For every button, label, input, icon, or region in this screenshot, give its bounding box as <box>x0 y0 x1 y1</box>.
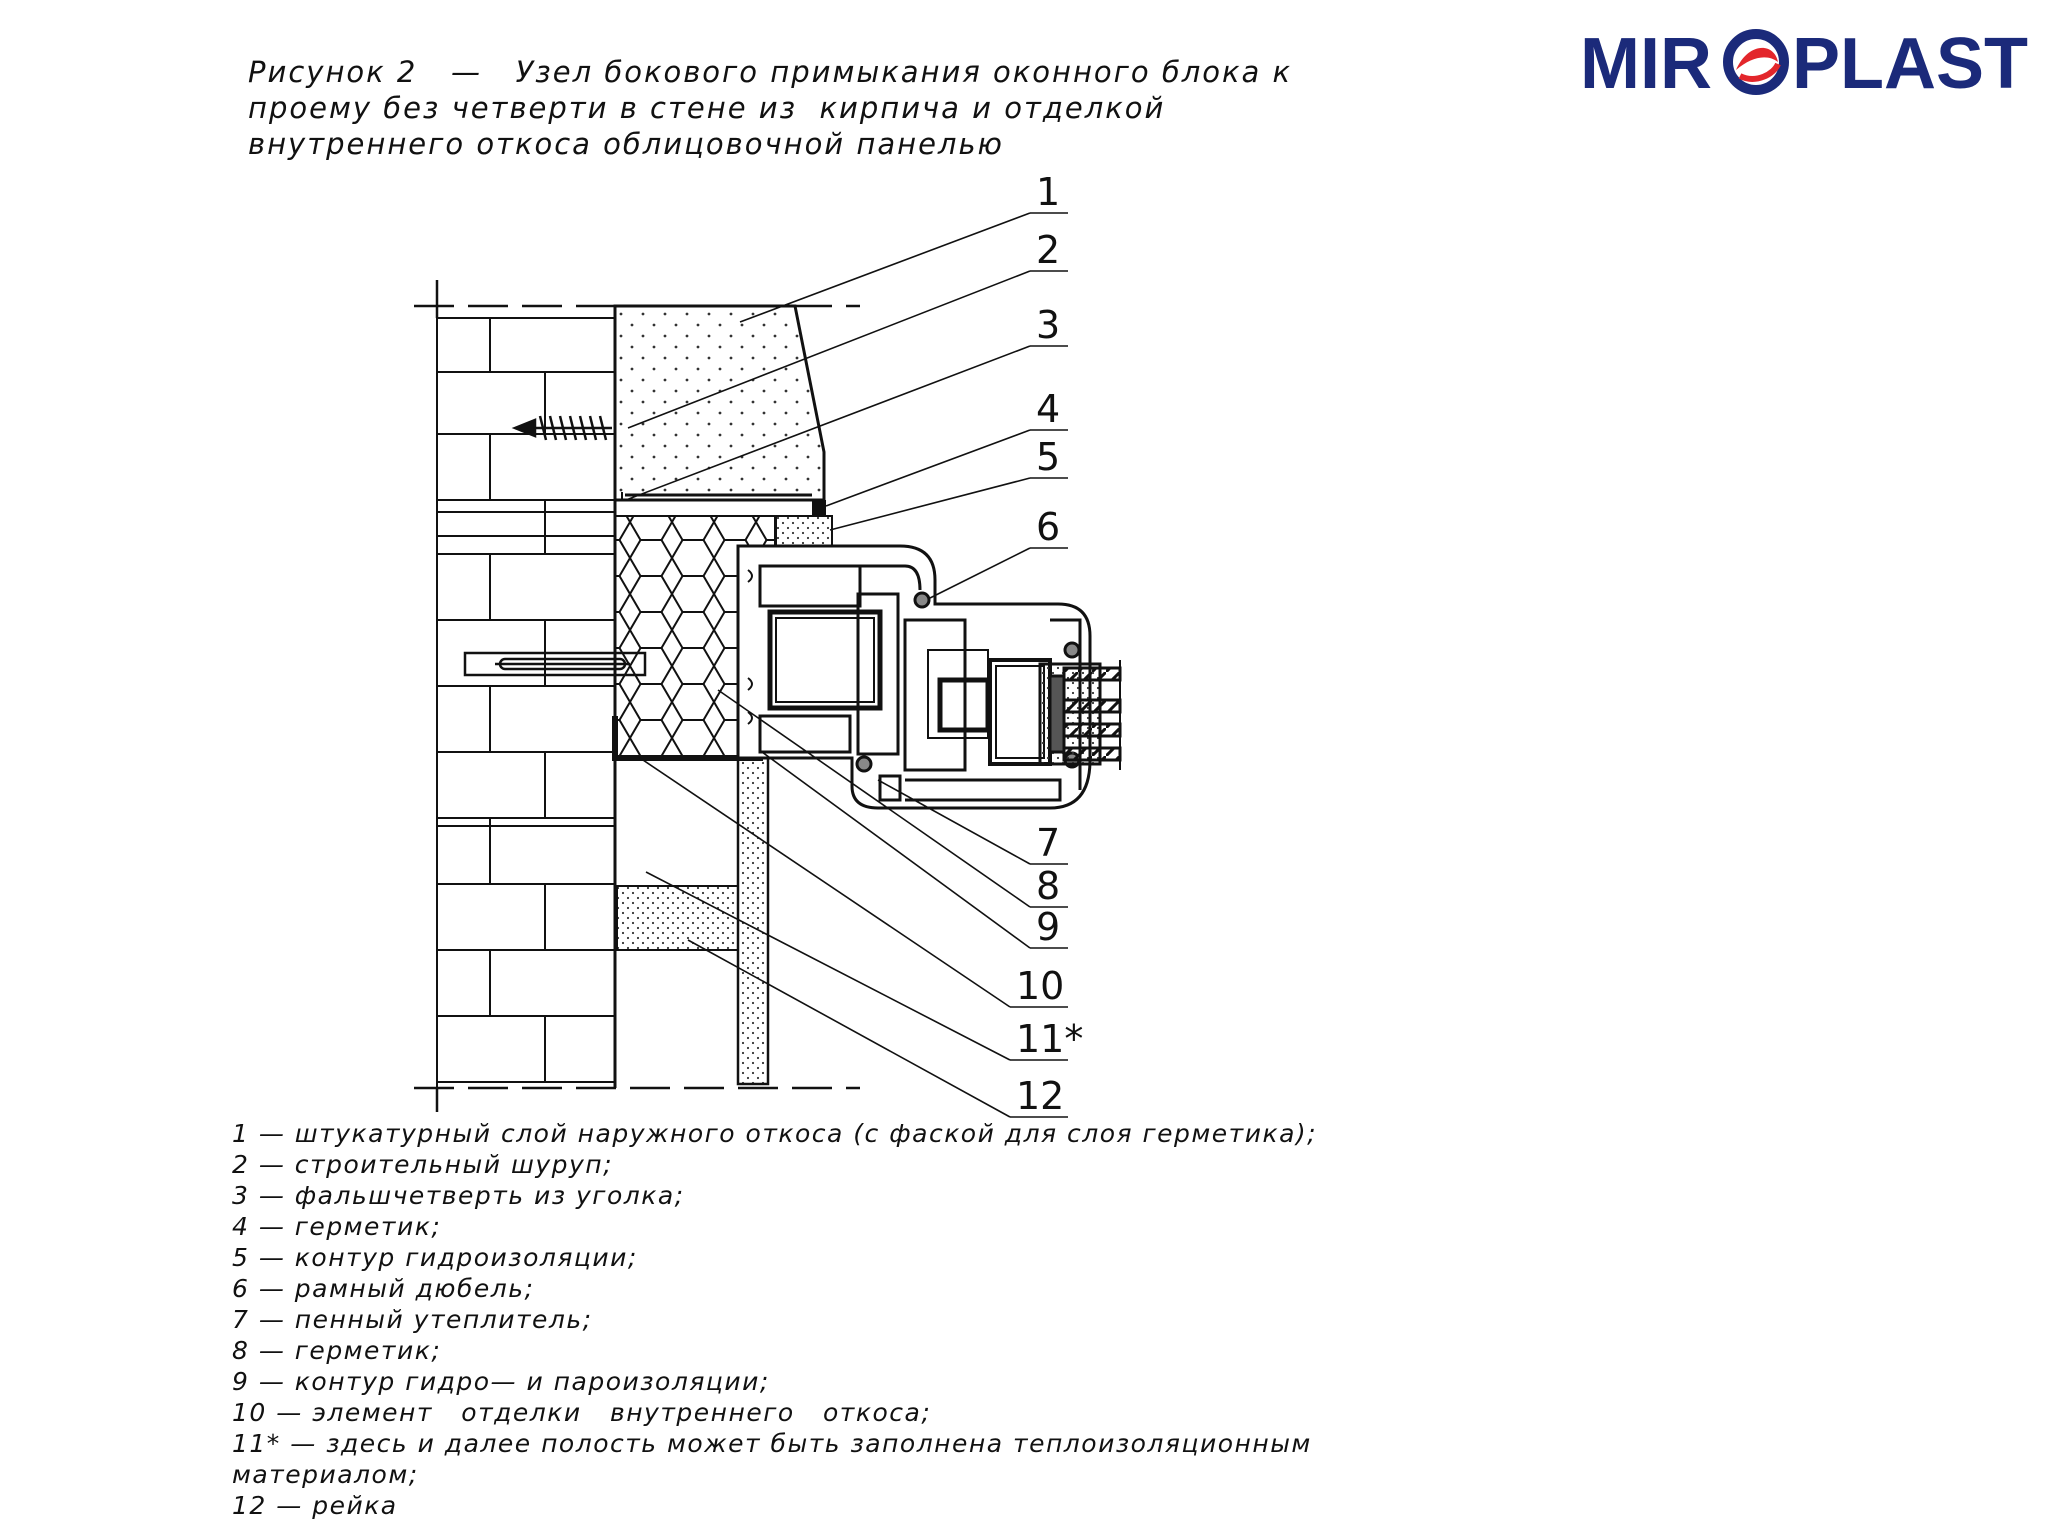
sealant-4 <box>812 500 826 516</box>
callout-label: 12 <box>1016 1074 1065 1118</box>
callout-label: 1 <box>1036 170 1061 214</box>
legend-item: 2 — строительный шуруп; <box>232 1150 614 1179</box>
legend-item: 5 — контур гидроизоляции; <box>232 1243 638 1272</box>
callout-label: 9 <box>1036 905 1061 949</box>
legend <box>232 1118 1382 1521</box>
legend-item: 8 — герметик; <box>232 1336 442 1365</box>
pvc-frame-profile <box>738 546 1090 808</box>
legend-item: 10 — элемент отделки внутреннего откоса; <box>232 1398 932 1427</box>
callout-label: 5 <box>1036 435 1061 479</box>
callout-label: 8 <box>1036 864 1061 908</box>
logo-text-left: MIR <box>1580 24 1712 102</box>
legend-item: 6 — рамный дюбель; <box>232 1274 535 1303</box>
legend-item: 1 — штукатурный слой наружного откоса (с фаской для слоя герметика); <box>232 1119 1318 1148</box>
title-line-2: проему без четверти в стене из кирпича и отделкой <box>248 91 1166 125</box>
callout-label: 11* <box>1016 1017 1084 1061</box>
legend-item: 11* — здесь и далее полость может быть заполнена теплоизоляционным <box>232 1429 1312 1458</box>
callout-label: 6 <box>1036 505 1061 549</box>
callout-label: 2 <box>1036 228 1061 272</box>
callout-label: 10 <box>1016 964 1065 1008</box>
legend-item: 4 — герметик; <box>232 1212 442 1241</box>
legend-item: 3 — фальшчетверть из уголка; <box>232 1181 685 1210</box>
exterior-plaster-layer <box>615 306 824 500</box>
legend-item: 7 — пенный утеплитель; <box>232 1305 593 1334</box>
construction-screw <box>515 416 612 440</box>
logo-text-right: PLAST <box>1792 24 2029 102</box>
legend-item: материалом; <box>232 1460 419 1489</box>
legend-item: 9 — контур гидро— и пароизоляции; <box>232 1367 770 1396</box>
batten-12 <box>617 886 738 950</box>
title-line-3: внутреннего откоса облицовочной панелью <box>248 127 1004 161</box>
callout-label: 7 <box>1036 821 1061 865</box>
legend-item: 12 — рейка <box>232 1491 398 1520</box>
callout-label: 3 <box>1036 303 1061 347</box>
waterproof-contour-5 <box>776 516 832 546</box>
callout-label: 4 <box>1036 387 1061 431</box>
title-line-1: Рисунок 2 — Узел бокового примыкания оконного блока к <box>248 55 1293 89</box>
glazing-unit <box>1040 660 1120 770</box>
